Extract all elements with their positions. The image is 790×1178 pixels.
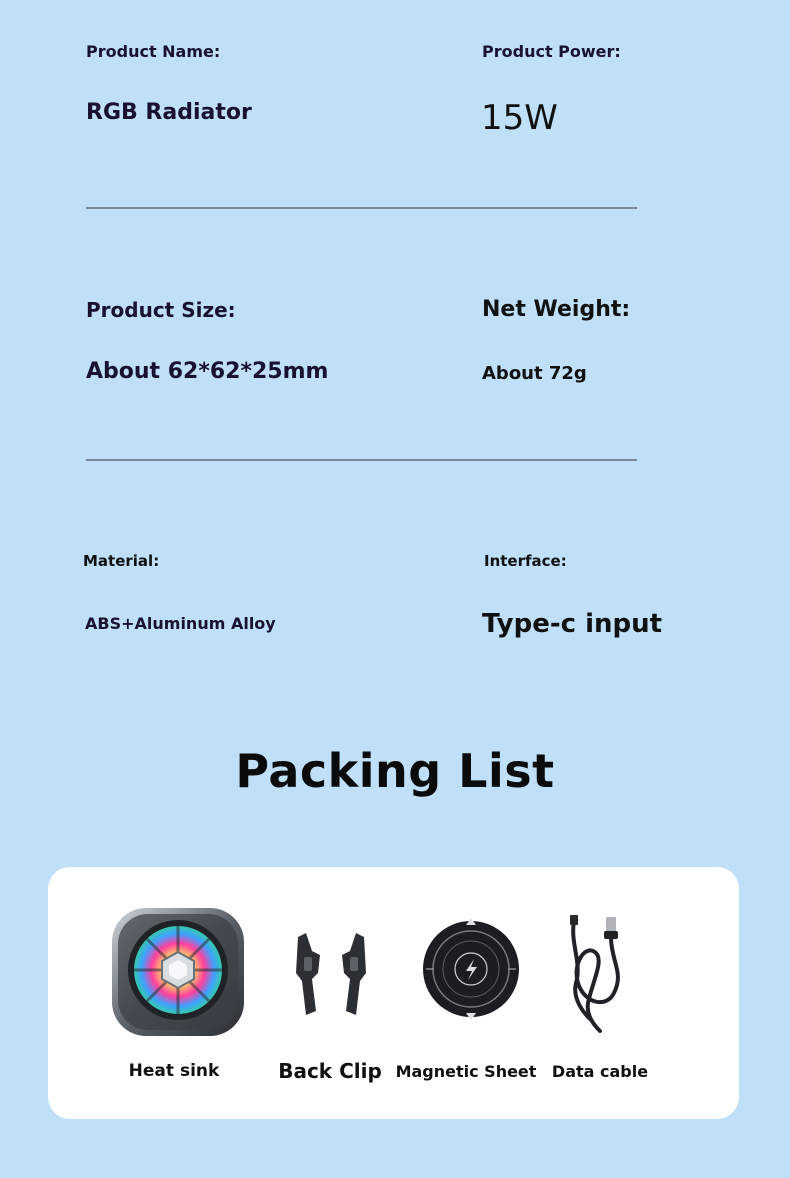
product-power-label: Product Power: — [482, 42, 621, 61]
data-cable-caption: Data cable — [551, 1062, 649, 1081]
packing-list-title: Packing List — [235, 744, 555, 798]
product-size-value: About 62*62*25mm — [86, 359, 329, 384]
rgb-fan-icon — [108, 902, 248, 1042]
material-value: ABS+Aluminum Alloy — [85, 614, 276, 633]
product-power-value: 15W — [481, 98, 558, 138]
packing-list-card — [48, 867, 739, 1119]
material-label: Material: — [83, 552, 160, 570]
product-size-label: Product Size: — [86, 298, 236, 322]
net-weight-value: About 72g — [482, 363, 587, 384]
interface-label: Interface: — [484, 552, 567, 570]
interface-value: Type-c input — [482, 609, 663, 639]
product-name-value: RGB Radiator — [86, 100, 252, 125]
net-weight-label: Net Weight: — [482, 297, 631, 322]
back-clip-icon — [290, 929, 372, 1019]
divider — [86, 207, 637, 209]
product-name-label: Product Name: — [86, 42, 221, 61]
magnetic-sheet-caption: Magnetic Sheet — [395, 1062, 537, 1081]
back-clip-caption: Back Clip — [278, 1059, 382, 1083]
heat-sink-caption: Heat sink — [128, 1061, 220, 1081]
divider — [86, 459, 637, 461]
data-cable-icon — [566, 913, 628, 1037]
magnetic-sheet-icon — [420, 913, 522, 1025]
